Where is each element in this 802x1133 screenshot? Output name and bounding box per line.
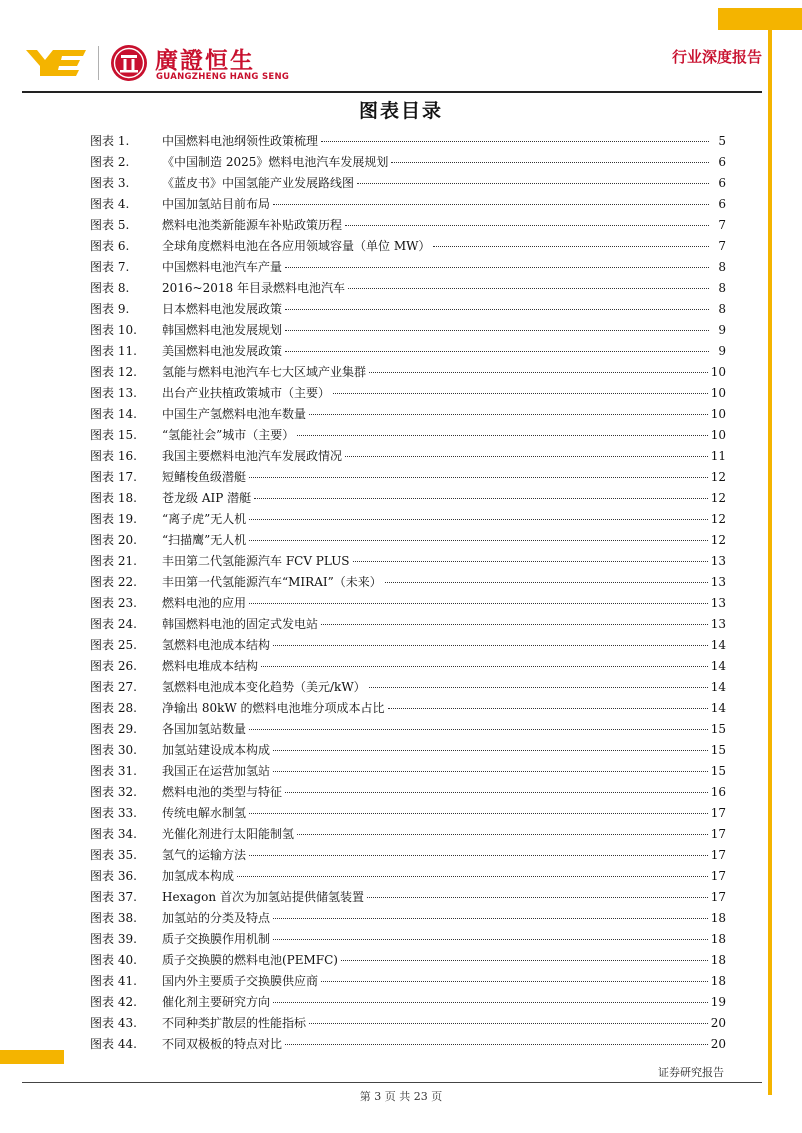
toc-entry[interactable] — [90, 930, 726, 951]
toc-entry[interactable] — [90, 846, 726, 867]
toc-entry-page: 20 — [710, 1037, 726, 1051]
toc-entry[interactable] — [90, 531, 726, 552]
toc-entry-label: 图表 30. — [90, 743, 137, 757]
toc-entry-label: 图表 15. — [90, 428, 137, 442]
toc-entry[interactable] — [90, 279, 726, 300]
toc-entry[interactable] — [90, 678, 726, 699]
toc-entry-title: 韩国燃料电池的固定式发电站 — [162, 617, 319, 631]
toc-entry-leader — [321, 624, 708, 625]
toc-entry[interactable] — [90, 342, 726, 363]
toc-entry-title: “离子虎”无人机 — [162, 512, 247, 526]
toc-entry-title: 氢气的运输方法 — [162, 848, 247, 862]
toc-entry-page: 6 — [718, 197, 726, 211]
toc-entry-title: 质子交换膜作用机制 — [162, 932, 271, 946]
toc-entry-page: 15 — [710, 743, 726, 757]
toc-entry-leader — [273, 771, 708, 772]
logo-separator — [98, 46, 99, 80]
toc-entry-label: 图表 24. — [90, 617, 137, 631]
toc-entry-title: 丰田第一代氢能源汽车“MIRAI”（未来） — [162, 575, 382, 589]
toc-entry[interactable] — [90, 300, 726, 321]
toc-entry[interactable] — [90, 1014, 726, 1035]
toc-entry-leader — [254, 498, 708, 499]
toc-entry[interactable] — [90, 132, 726, 153]
toc-entry-page: 14 — [710, 680, 726, 694]
toc-entry-label: 图表 44. — [90, 1037, 137, 1051]
toc-entry-page: 9 — [718, 344, 726, 358]
toc-entry-leader — [385, 582, 708, 583]
toc-entry-leader — [273, 204, 709, 205]
toc-entry-title: 净输出 80kW 的燃料电池堆分项成本占比 — [162, 701, 385, 715]
toc-entry[interactable] — [90, 573, 726, 594]
toc-entry-title: 丰田第二代氢能源汽车 FCV PLUS — [162, 554, 350, 568]
toc-entry-title: 加氢站建设成本构成 — [162, 743, 271, 757]
toc-entry[interactable] — [90, 216, 726, 237]
toc-entry-leader — [321, 981, 708, 982]
toc-entry-leader — [261, 666, 708, 667]
toc-entry-label: 图表 29. — [90, 722, 137, 736]
toc-entry-page: 20 — [710, 1016, 726, 1030]
toc-entry-label: 图表 25. — [90, 638, 137, 652]
toc-entry-page: 18 — [710, 974, 726, 988]
toc-entry-leader — [285, 792, 708, 793]
toc-entry-title: 中国燃料电池纲领性政策梳理 — [162, 134, 319, 148]
page-header — [22, 40, 762, 92]
toc-entry-label: 图表 7. — [90, 260, 130, 274]
toc-entry-label: 图表 12. — [90, 365, 137, 379]
toc-entry-leader — [297, 435, 707, 436]
toc-entry-title: 美国燃料电池发展政策 — [162, 344, 283, 358]
toc-entry-leader — [249, 477, 708, 478]
toc-entry-page: 17 — [710, 869, 726, 883]
toc-entry-title: 燃料电池的应用 — [162, 596, 247, 610]
toc-entry[interactable] — [90, 720, 726, 741]
toc-entry-label: 图表 35. — [90, 848, 137, 862]
toc-entry[interactable] — [90, 321, 726, 342]
toc-entry-page: 12 — [710, 512, 726, 526]
footer-page-number: 第 3 页 共 23 页 — [359, 1090, 443, 1103]
toc-entry-label: 图表 42. — [90, 995, 137, 1009]
toc-entry-label: 图表 20. — [90, 533, 137, 547]
toc-entry-leader — [367, 897, 708, 898]
toc-entry-title: 燃料电堆成本结构 — [162, 659, 259, 673]
toc-entry-page: 7 — [718, 218, 726, 232]
toc-entry-leader — [285, 330, 709, 331]
toc-entry-leader — [369, 372, 708, 373]
report-type-label: 行业深度报告 — [671, 48, 762, 66]
toc-entry-title: 中国燃料电池汽车产量 — [162, 260, 283, 274]
toc-entry-title: 韩国燃料电池发展规划 — [162, 323, 283, 337]
toc-entry[interactable] — [90, 909, 726, 930]
toc-entry-label: 图表 16. — [90, 449, 137, 463]
toc-entry-leader — [297, 834, 708, 835]
toc-entry-title: 全球角度燃料电池在各应用领域容量（单位 MW） — [162, 239, 431, 253]
toc-entry[interactable] — [90, 867, 726, 888]
toc-entry-page: 17 — [710, 806, 726, 820]
toc-entry-label: 图表 31. — [90, 764, 137, 778]
toc-entry-title: 中国生产氢燃料电池车数量 — [162, 407, 307, 421]
toc-entry[interactable] — [90, 993, 726, 1014]
toc-entry-title: Hexagon 首次为加氢站提供储氢装置 — [162, 890, 364, 904]
toc-entry-page: 8 — [718, 302, 726, 316]
toc-entry[interactable] — [90, 699, 726, 720]
toc-entry-title: 光催化剂进行太阳能制氢 — [162, 827, 295, 841]
corner-accent-bottom-left — [0, 1050, 64, 1064]
toc-entry-page: 17 — [710, 827, 726, 841]
toc-entry[interactable] — [90, 447, 726, 468]
toc-entry-page: 13 — [710, 596, 726, 610]
toc-entry-page: 6 — [718, 176, 726, 190]
toc-entry[interactable] — [90, 825, 726, 846]
footer-divider — [22, 1082, 762, 1083]
toc-entry[interactable] — [90, 258, 726, 279]
toc-entry-page: 15 — [710, 764, 726, 778]
toc-entry-page: 10 — [710, 407, 726, 421]
toc-entry-leader — [285, 309, 709, 310]
toc-entry[interactable] — [90, 174, 726, 195]
toc-entry-label: 图表 43. — [90, 1016, 137, 1030]
toc-entry-label: 图表 40. — [90, 953, 137, 967]
toc-entry-page: 18 — [710, 953, 726, 967]
toc-entry-title: 加氢成本构成 — [162, 869, 235, 883]
toc-entry-title: 各国加氢站数量 — [162, 722, 247, 736]
toc-entry-label: 图表 38. — [90, 911, 137, 925]
toc-entry-leader — [321, 141, 709, 142]
ye-logo-icon — [26, 46, 86, 80]
toc-entry-title: 我国主要燃料电池汽车发展政情况 — [162, 449, 343, 463]
toc-entry-page: 6 — [718, 155, 726, 169]
toc-entry[interactable] — [90, 762, 726, 783]
toc-entry-title: 《中国制造 2025》燃料电池汽车发展规划 — [162, 155, 389, 169]
toc-entry[interactable] — [90, 657, 726, 678]
toc-entry-leader — [309, 414, 708, 415]
footer-report-category: 证券研究报告 — [658, 1066, 724, 1079]
toc-entry-leader — [285, 351, 709, 352]
toc-entry-title: 国内外主要质子交换膜供应商 — [162, 974, 319, 988]
toc-entry-title: 苍龙级 AIP 潜艇 — [162, 491, 252, 505]
toc-entry-title: 质子交换膜的燃料电池(PEMFC) — [162, 953, 338, 967]
toc-entry-leader — [341, 960, 708, 961]
toc-entry-title: 氢燃料电池成本变化趋势（美元/kW） — [162, 680, 366, 694]
toc-entry[interactable] — [90, 468, 726, 489]
toc-entry-page: 10 — [710, 365, 726, 379]
toc-entry[interactable] — [90, 405, 726, 426]
toc-entry-leader — [285, 267, 709, 268]
toc-entry-title: 催化剂主要研究方向 — [162, 995, 271, 1009]
toc-entry-page: 12 — [710, 470, 726, 484]
toc-entry-title: 出台产业扶植政策城市（主要） — [162, 386, 331, 400]
toc-entry-page: 7 — [718, 239, 726, 253]
toc-entry-leader — [345, 456, 708, 457]
toc-entry-label: 图表 6. — [90, 239, 130, 253]
toc-entry-page: 13 — [710, 617, 726, 631]
toc-entry-title: 不同种类扩散层的性能指标 — [162, 1016, 307, 1030]
gzhs-seal-icon — [110, 44, 148, 82]
toc-entry-label: 图表 36. — [90, 869, 137, 883]
toc-entry-title: 燃料电池类新能源车补贴政策历程 — [162, 218, 343, 232]
toc-entry-label: 图表 1. — [90, 134, 130, 148]
toc-entry[interactable] — [90, 741, 726, 762]
toc-entry-label: 图表 34. — [90, 827, 137, 841]
toc-entry-leader — [388, 708, 708, 709]
toc-entry-page: 10 — [710, 428, 726, 442]
toc-entry[interactable] — [90, 972, 726, 993]
toc-entry-page: 8 — [718, 260, 726, 274]
toc-entry-leader — [309, 1023, 708, 1024]
toc-entry-leader — [249, 855, 708, 856]
toc-entry-label: 图表 19. — [90, 512, 137, 526]
toc-entry-leader — [369, 687, 708, 688]
toc-entry-page: 10 — [710, 386, 726, 400]
toc-entry-page: 13 — [710, 575, 726, 589]
toc-entry[interactable] — [90, 363, 726, 384]
toc-entry-label: 图表 3. — [90, 176, 130, 190]
toc-entry[interactable] — [90, 951, 726, 972]
toc-entry-title: 氢能与燃料电池汽车七大区域产业集群 — [162, 365, 367, 379]
toc-entry-page: 16 — [710, 785, 726, 799]
toc-entry-page: 13 — [710, 554, 726, 568]
toc-entry-leader — [433, 246, 709, 247]
toc-entry-leader — [273, 918, 708, 919]
toc-entry[interactable] — [90, 552, 726, 573]
toc-entry-page: 14 — [710, 638, 726, 652]
toc-entry-page: 15 — [710, 722, 726, 736]
toc-entry-leader — [249, 540, 707, 541]
toc-entry-label: 图表 33. — [90, 806, 137, 820]
toc-entry-page: 14 — [710, 659, 726, 673]
toc-entry[interactable] — [90, 510, 726, 531]
toc-entry-title: “扫描鹰”无人机 — [162, 533, 247, 547]
toc-entry-label: 图表 18. — [90, 491, 137, 505]
toc-entry-leader — [391, 162, 709, 163]
toc-entry-page: 5 — [718, 134, 726, 148]
brand-name-en: GUANGZHENG HANG SENG — [156, 72, 290, 82]
toc-entry-page: 12 — [710, 533, 726, 547]
toc-entry-page: 14 — [710, 701, 726, 715]
toc-entry[interactable] — [90, 783, 726, 804]
toc-entry-label: 图表 22. — [90, 575, 137, 589]
toc-entry-label: 图表 21. — [90, 554, 137, 568]
toc-title: 图表目录 — [358, 100, 443, 122]
toc-entry-page: 18 — [710, 932, 726, 946]
toc-entry-title: 加氢站的分类及特点 — [162, 911, 271, 925]
toc-entry-page: 18 — [710, 911, 726, 925]
toc-entry[interactable] — [90, 804, 726, 825]
toc-entry-label: 图表 27. — [90, 680, 137, 694]
toc-entry[interactable] — [90, 195, 726, 216]
toc-entry-leader — [333, 393, 708, 394]
toc-entry-label: 图表 26. — [90, 659, 137, 673]
toc-entry-leader — [249, 813, 708, 814]
toc-entry-title: 不同双极板的特点对比 — [162, 1037, 283, 1051]
toc-entry-page: 19 — [710, 995, 726, 1009]
toc-entry-page: 12 — [710, 491, 726, 505]
toc-entry-label: 图表 39. — [90, 932, 137, 946]
toc-entry-label: 图表 41. — [90, 974, 137, 988]
toc-entry-leader — [249, 519, 707, 520]
toc-entry-leader — [273, 750, 708, 751]
toc-entry-leader — [273, 939, 708, 940]
toc-entry-page: 17 — [710, 848, 726, 862]
toc-entry-leader — [237, 876, 708, 877]
toc-entry[interactable] — [90, 489, 726, 510]
toc-entry[interactable] — [90, 615, 726, 636]
toc-entry-title: 我国正在运营加氢站 — [162, 764, 271, 778]
toc-list — [90, 132, 726, 1056]
toc-entry-title: 《蓝皮书》中国氢能产业发展路线图 — [162, 176, 355, 190]
toc-entry-leader — [348, 288, 709, 289]
toc-entry-label: 图表 5. — [90, 218, 130, 232]
toc-entry-label: 图表 4. — [90, 197, 130, 211]
toc-entry-title: 传统电解水制氢 — [162, 806, 247, 820]
toc-entry-leader — [249, 729, 708, 730]
toc-entry-title: 短鳍梭鱼级潜艇 — [162, 470, 247, 484]
toc-entry-label: 图表 28. — [90, 701, 137, 715]
toc-entry[interactable] — [90, 426, 726, 447]
toc-entry[interactable] — [90, 636, 726, 657]
toc-entry-leader — [353, 561, 708, 562]
toc-entry-leader — [357, 183, 709, 184]
toc-entry-leader — [285, 1044, 708, 1045]
toc-entry-label: 图表 2. — [90, 155, 130, 169]
toc-entry[interactable] — [90, 237, 726, 258]
toc-entry[interactable] — [90, 384, 726, 405]
toc-entry-title: 2016~2018 年目录燃料电池汽车 — [162, 281, 345, 295]
toc-entry-leader — [249, 603, 708, 604]
toc-entry[interactable] — [90, 1035, 726, 1056]
toc-entry-leader — [273, 645, 708, 646]
toc-entry[interactable] — [90, 888, 726, 909]
toc-entry-leader — [345, 225, 709, 226]
toc-entry-page: 8 — [718, 281, 726, 295]
toc-entry-label: 图表 23. — [90, 596, 137, 610]
toc-entry-page: 17 — [710, 890, 726, 904]
brand-name-cn: 廣證恒生 — [155, 48, 255, 74]
toc-entry-label: 图表 17. — [90, 470, 137, 484]
toc-entry[interactable] — [90, 594, 726, 615]
toc-entry-leader — [273, 1002, 708, 1003]
toc-entry-title: 中国加氢站目前布局 — [162, 197, 271, 211]
toc-entry-label: 图表 8. — [90, 281, 130, 295]
toc-entry-title: 燃料电池的类型与特征 — [162, 785, 283, 799]
corner-accent-top-right — [718, 8, 802, 30]
toc-entry-title: “氢能社会”城市（主要） — [162, 428, 295, 442]
header-divider — [22, 91, 762, 93]
toc-entry[interactable] — [90, 153, 726, 174]
toc-entry-page: 9 — [718, 323, 726, 337]
toc-entry-label: 图表 14. — [90, 407, 137, 421]
toc-entry-page: 11 — [710, 449, 726, 463]
toc-entry-label: 图表 9. — [90, 302, 130, 316]
toc-entry-title: 氢燃料电池成本结构 — [162, 638, 271, 652]
toc-entry-title: 日本燃料电池发展政策 — [162, 302, 283, 316]
toc-entry-label: 图表 11. — [90, 344, 137, 358]
toc-entry-label: 图表 37. — [90, 890, 137, 904]
toc-entry-label: 图表 32. — [90, 785, 137, 799]
toc-entry-label: 图表 10. — [90, 323, 137, 337]
toc-entry-label: 图表 13. — [90, 386, 137, 400]
right-margin-rule — [768, 30, 772, 1095]
